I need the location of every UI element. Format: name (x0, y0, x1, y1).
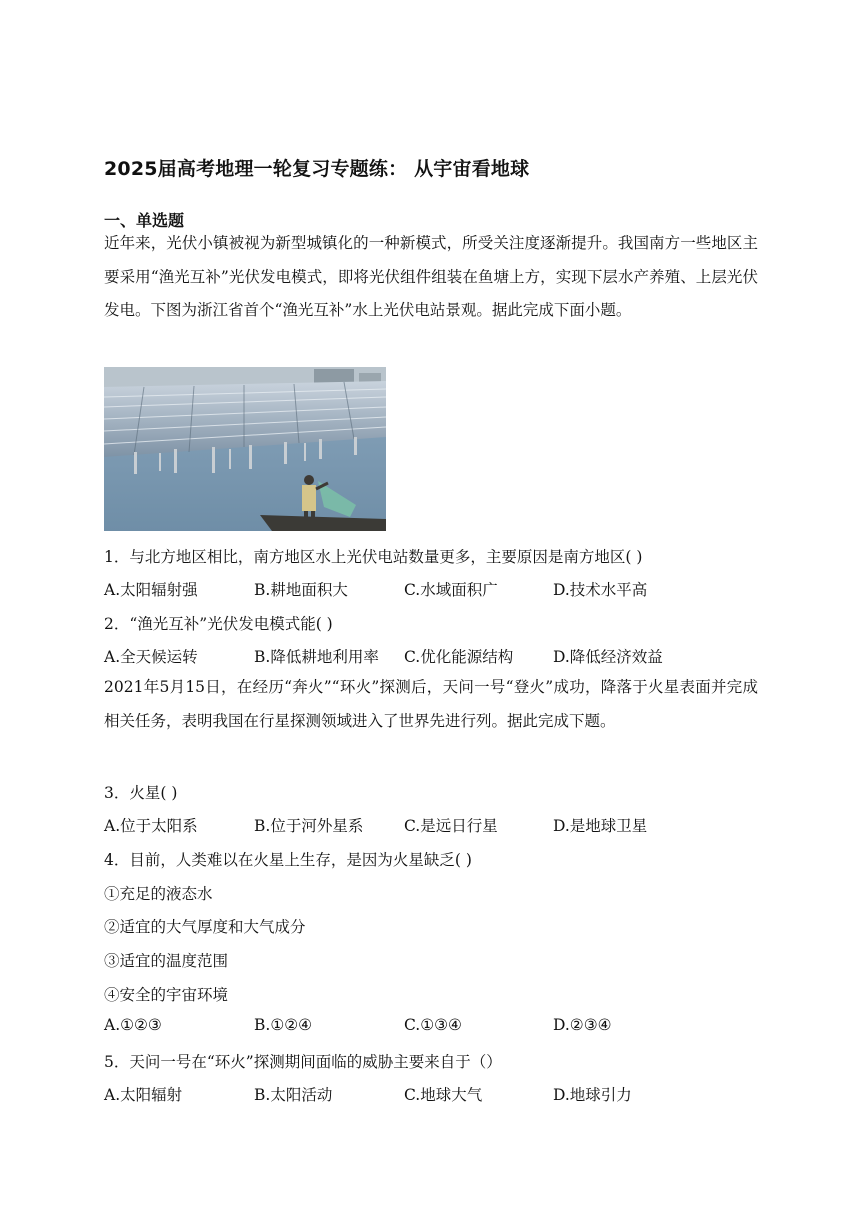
option-b[interactable]: B.太阳活动 (254, 1086, 333, 1104)
question-4-item-1: ①充足的液态水 (104, 885, 213, 903)
option-d[interactable]: D.②③④ (553, 1016, 612, 1034)
question-4-stem: 4．目前，人类难以在火星上生存，是因为火星缺乏( ) (104, 851, 472, 869)
option-b[interactable]: B.降低耕地利用率 (254, 648, 379, 666)
passage-2: 2021年5月15日，在经历“奔火”“环火”探测后，天问一号“登火”成功，降落于火星表面并完成相关任务，表明我国在行星探测领域进入了世界先进行列。据此完成下题。 (104, 678, 758, 730)
question-2-stem: 2．“渔光互补”光伏发电模式能( ) (104, 615, 333, 633)
option-c[interactable]: C.是远日行星 (404, 817, 498, 835)
question-4-item-2: ②适宜的大气厚度和大气成分 (104, 918, 306, 936)
option-b[interactable]: B.位于河外星系 (254, 817, 364, 835)
option-a[interactable]: A.全天候运转 (104, 648, 198, 666)
option-d[interactable]: D.技术水平高 (553, 581, 648, 599)
option-b[interactable]: B.耕地面积大 (254, 581, 348, 599)
option-c[interactable]: C.地球大气 (404, 1086, 483, 1104)
question-3-stem: 3．火星( ) (104, 784, 178, 802)
option-a[interactable]: A.太阳辐射 (104, 1086, 183, 1104)
option-a[interactable]: A.位于太阳系 (104, 817, 198, 835)
option-c[interactable]: C.①③④ (404, 1016, 462, 1034)
section-heading: 一、单选题 (104, 211, 185, 230)
option-a[interactable]: A.太阳辐射强 (104, 581, 198, 599)
question-4-item-4: ④安全的宇宙环境 (104, 986, 229, 1004)
question-1-stem: 1．与北方地区相比，南方地区水上光伏电站数量更多，主要原因是南方地区( ) (104, 548, 643, 566)
option-d[interactable]: D.降低经济效益 (553, 648, 663, 666)
question-5-stem: 5．天问一号在“环火”探测期间面临的威胁主要来自于（） (104, 1053, 502, 1071)
document-title: 2025届高考地理一轮复习专题练： 从宇宙看地球 (104, 158, 530, 180)
option-d[interactable]: D.是地球卫星 (553, 817, 648, 835)
option-a[interactable]: A.①②③ (104, 1016, 162, 1034)
option-c[interactable]: C.优化能源结构 (404, 648, 514, 666)
option-c[interactable]: C.水域面积广 (404, 581, 498, 599)
fishery-solar-photo (104, 367, 386, 531)
option-d[interactable]: D.地球引力 (553, 1086, 632, 1104)
option-b[interactable]: B.①②④ (254, 1016, 313, 1034)
question-4-item-3: ③适宜的温度范围 (104, 952, 229, 970)
passage-1: 近年来，光伏小镇被视为新型城镇化的一种新模式，所受关注度逐渐提升。我国南方一些地区主要采用“渔光互补”光伏发电模式，即将光伏组件组装在鱼塘上方，实现下层水产养殖、上层光伏发电。下图为浙江省首个“渔光互补”水上光伏电站景观。据此完成下面小题。 (104, 234, 758, 319)
